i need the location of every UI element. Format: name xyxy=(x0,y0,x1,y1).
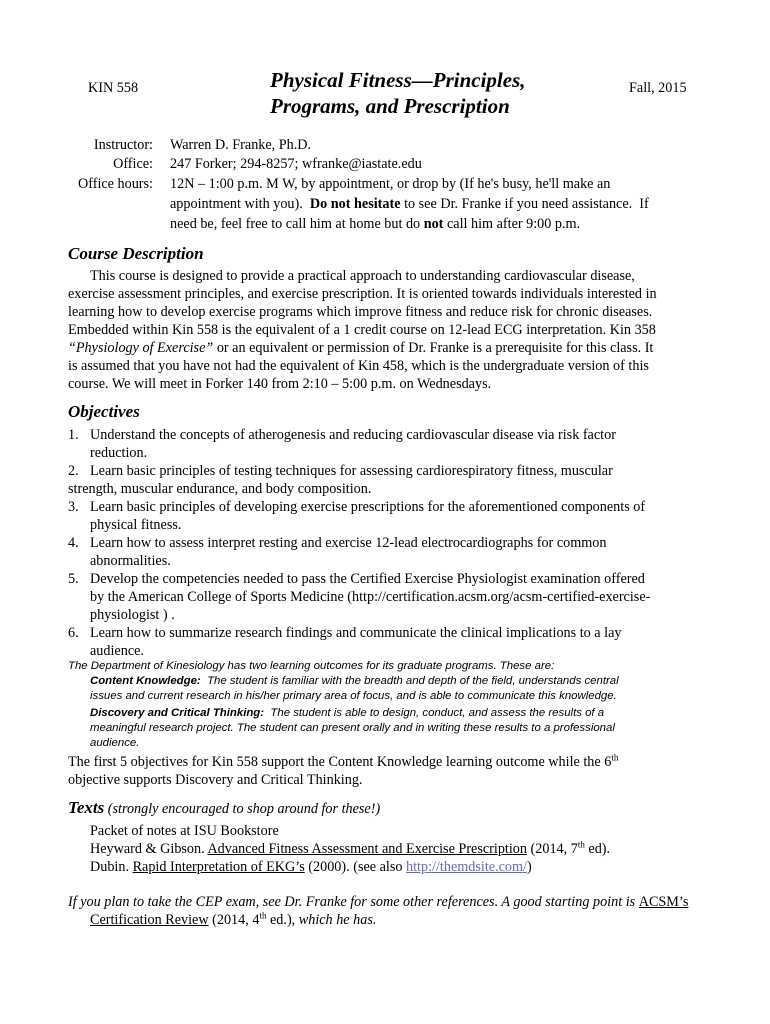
text-edition: ) xyxy=(527,859,532,875)
office-hours-text: appointment with you). xyxy=(170,196,310,212)
outcomes-intro: The Department of Kinesiology has two learning outcomes for its graduate programs. These are: xyxy=(68,660,555,672)
content-knowledge-text: The student is familiar with the breadth and depth of the field, understands central xyxy=(200,675,619,687)
objective-text: Learn how to summarize research findings and communicate the clinical implications to a lay xyxy=(90,625,622,641)
office-hours-line1: 12N – 1:00 p.m. M W, by appointment, or drop by (If he's busy, he'll make an xyxy=(170,176,611,192)
cep-book-title: Certification Review xyxy=(90,912,209,928)
discovery-text: The student is able to design, conduct, and assess the results of a xyxy=(264,707,605,719)
objective-number: 1. xyxy=(68,427,79,443)
term: Fall, 2015 xyxy=(629,80,687,96)
objective-text: strength, muscular endurance, and body composition. xyxy=(68,481,372,497)
text-title: Rapid Interpretation of EKG’s xyxy=(132,859,305,875)
outcomes-support-line2: objective supports Discovery and Critical Thinking. xyxy=(68,772,363,788)
text-item: Packet of notes at ISU Bookstore xyxy=(90,823,279,839)
objective-number: 2. xyxy=(68,463,79,479)
course-code: KIN 558 xyxy=(88,80,139,96)
office-hours-emphasis: Do not hesitate xyxy=(309,196,401,212)
instructor-label: Instructor: xyxy=(93,137,153,153)
description-line: exercise assessment principles, and exercise prescription. It is oriented towards individuals interested in xyxy=(68,286,657,302)
discovery-text: meaningful research project. The student can present orally and in writing these results to a professional xyxy=(90,722,615,734)
objective-number: 3. xyxy=(68,499,79,515)
text-item xyxy=(90,858,532,876)
texts-heading-note: (strongly encouraged to shop around for these!) xyxy=(104,801,381,817)
objective-text: Develop the competencies needed to pass the Certified Exercise Physiologist examination offered xyxy=(90,571,645,587)
objective-text: Learn basic principles of developing exercise prescriptions for the aforementioned components of xyxy=(90,499,646,515)
cep-note-text: If you plan to take the CEP exam, see Dr. Franke for some other references. A good starting point is xyxy=(68,894,639,910)
objective-text: Learn basic principles of testing techniques for assessing cardiorespiratory fitness, muscular xyxy=(90,463,613,479)
objective-text: Learn how to assess interpret resting and exercise 12-lead electrocardiographs for common xyxy=(90,535,607,551)
objective-text: abnormalities. xyxy=(90,553,171,569)
outcomes-support-text: The first 5 objectives for Kin 558 support the Content Knowledge learning outcome while the 6 xyxy=(68,754,612,770)
description-line: This course is designed to provide a practical approach to understanding cardiovascular disease, xyxy=(90,268,635,284)
objective-number: 4. xyxy=(68,535,79,551)
objective-text: Understand the concepts of atherogenesis and reducing cardiovascular disease via risk factor xyxy=(90,427,616,443)
office-hours-line2 xyxy=(170,195,649,213)
objectives-heading: Objectives xyxy=(68,402,140,421)
course-description-heading: Course Description xyxy=(68,244,204,263)
objective-number: 5. xyxy=(68,571,79,587)
ordinal-suffix: th xyxy=(611,752,619,763)
instructor-name: Warren D. Franke, Ph.D. xyxy=(170,137,312,153)
page-title-line2: Programs, and Prescription xyxy=(270,94,510,118)
office-hours-text: call him after 9:00 p.m. xyxy=(443,216,581,232)
discovery-text: audience. xyxy=(90,737,140,749)
office-label: Office: xyxy=(113,156,153,172)
page-title-line1: Physical Fitness—Principles, xyxy=(270,68,526,92)
objective-text: reduction. xyxy=(90,445,148,461)
texts-heading-line xyxy=(68,798,380,818)
cep-note-line1 xyxy=(68,893,688,911)
office-info: 247 Forker; 294-8257; wfranke@iastate.edu xyxy=(170,156,422,172)
text-author: Heyward & Gibson. xyxy=(90,841,208,857)
office-hours-label: Office hours: xyxy=(78,176,153,192)
text-title: Advanced Fitness Assessment and Exercise Prescription xyxy=(207,841,527,857)
description-line: Embedded within Kin 558 is the equivalent of a 1 credit course on 12-lead ECG interpretation. Kin 358 xyxy=(68,322,656,338)
cep-book-title: ACSM’s xyxy=(638,894,689,910)
office-hours-emphasis: not xyxy=(423,216,444,232)
objective-number: 6. xyxy=(68,625,79,641)
description-line: course. We will meet in Forker 140 from 2:10 – 5:00 p.m. on Wednesdays. xyxy=(68,376,492,392)
content-knowledge-line xyxy=(90,674,619,689)
description-line: learning how to develop exercise programs which improve fitness and reduce risk for chronic diseases. xyxy=(68,304,653,320)
cep-edition: (2014, 4 xyxy=(208,912,260,928)
office-hours-line3 xyxy=(170,215,580,233)
discovery-label: Discovery and Critical Thinking: xyxy=(90,707,265,719)
description-text: or an equivalent or permission of Dr. Franke is a prerequisite for this class. It xyxy=(213,340,654,356)
description-line xyxy=(68,339,653,357)
cep-note-line2 xyxy=(90,911,376,929)
objective-text: audience. xyxy=(90,643,144,659)
ordinal-suffix: th xyxy=(577,839,585,850)
text-edition: (2000). (see also xyxy=(304,859,407,875)
text-edition: ed). xyxy=(584,841,611,857)
discovery-line xyxy=(90,706,604,721)
objective-text: physical fitness. xyxy=(90,517,182,533)
texts-heading: Texts xyxy=(68,798,105,817)
text-edition: (2014, 7 xyxy=(527,841,578,857)
text-author: Dubin. xyxy=(90,859,133,875)
outcomes-support-line1 xyxy=(68,753,618,771)
objective-text: physiologist ) . xyxy=(90,607,175,623)
text-item xyxy=(90,840,610,858)
objective-text: by the American College of Sports Medicine (http://certification.acsm.org/acsm-certified-exercise- xyxy=(90,589,651,605)
themdsite-link[interactable]: http://themdsite.com/ xyxy=(406,859,527,875)
ordinal-suffix: th xyxy=(259,910,267,921)
cep-edition: ed.), xyxy=(266,912,299,928)
content-knowledge-text: issues and current research in his/her primary area of focus, and is able to communicate this knowledge. xyxy=(90,690,617,702)
description-line: is assumed that you have not had the equivalent of Kin 458, which is the undergraduate version of this xyxy=(68,358,649,374)
office-hours-text: to see Dr. Franke if you need assistance. If xyxy=(400,196,649,212)
office-hours-text: need be, feel free to call him at home but do xyxy=(170,216,424,232)
content-knowledge-label: Content Knowledge: xyxy=(90,675,201,687)
course-prerequisite-title: “Physiology of Exercise” xyxy=(68,340,214,356)
cep-note-text: which he has. xyxy=(298,912,377,928)
